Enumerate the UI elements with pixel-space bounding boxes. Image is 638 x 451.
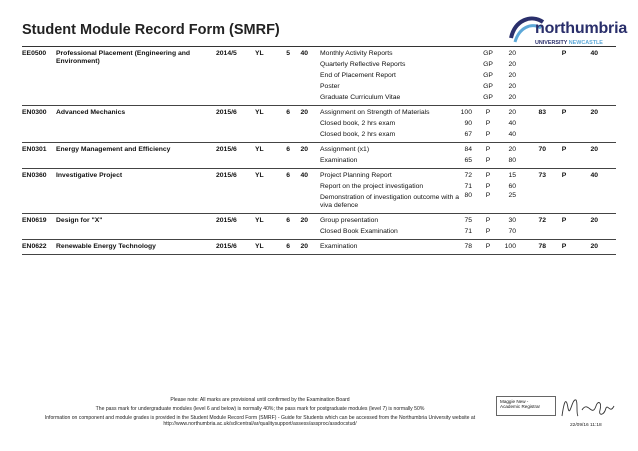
component-mark: 78 [464, 243, 472, 250]
page-title: Student Module Record Form (SMRF) [22, 22, 280, 38]
component-name: Examination [320, 243, 358, 250]
component-mark: 72 [464, 172, 472, 179]
component-grade: P [485, 146, 491, 153]
module-credits-achieved: 20 [590, 109, 598, 116]
component-weight: 70 [508, 228, 516, 235]
component-weight: 20 [508, 83, 516, 90]
module-code: EN0300 [22, 109, 47, 116]
component-weight: 20 [508, 50, 516, 57]
module-mark: 83 [538, 109, 546, 116]
module-credits-achieved: 20 [590, 217, 598, 224]
component-row [22, 59, 616, 70]
logo-wordmark: northumbria [535, 20, 628, 37]
component-grade: P [485, 109, 491, 116]
component-name: Report on the project investigation [320, 183, 424, 190]
component-row [22, 155, 616, 166]
module-row [22, 240, 616, 255]
module-name: Advanced Mechanics [56, 108, 126, 116]
component-name: Examination [320, 157, 358, 164]
module-credits: 20 [300, 243, 308, 250]
module-level-type: YL [255, 109, 264, 116]
component-mark: 65 [464, 157, 472, 164]
component-weight: 100 [504, 243, 516, 250]
component-mark: 75 [464, 217, 472, 224]
component-name: Monthly Activity Reports [320, 50, 393, 57]
component-name: End of Placement Report [320, 72, 396, 79]
module-credits-achieved: 40 [590, 50, 598, 57]
module-level: 6 [286, 146, 290, 153]
module-code: EN0301 [22, 146, 47, 153]
footer-info-line1: Information on component and module grades is provided in the Student Module Record Form (SMRF) - Guide for Students which can be accessed from the Northumbria University website at [44, 415, 476, 421]
component-row [22, 181, 616, 192]
module-grade: P [561, 50, 567, 57]
component-row [22, 226, 616, 237]
module-table [22, 46, 616, 255]
signatory-name: Maggie New - [500, 399, 529, 404]
module-year: 2015/6 [216, 217, 237, 224]
component-name: Project Planning Report [320, 172, 392, 179]
module-code: EN0622 [22, 243, 47, 250]
module-credits: 20 [300, 109, 308, 116]
component-grade: P [485, 172, 491, 179]
module-mark: 72 [538, 217, 546, 224]
component-weight: 30 [508, 217, 516, 224]
component-grade: P [485, 157, 491, 164]
module-code: EE0500 [22, 50, 47, 57]
signatory-role: Academic Registrar [500, 404, 541, 410]
component-mark: 80 [464, 192, 472, 199]
module-grade: P [561, 243, 567, 250]
component-grade: P [485, 131, 491, 138]
module-credits: 20 [300, 217, 308, 224]
component-name: Group presentation [320, 217, 379, 224]
component-grade: P [485, 217, 491, 224]
component-name: Assignment on Strength of Materials [320, 109, 430, 116]
component-name: Assignment (x1) [320, 146, 370, 153]
component-weight: 60 [508, 183, 516, 190]
component-mark: 84 [464, 146, 472, 153]
component-weight: 20 [508, 146, 516, 153]
module-name: Renewable Energy Technology [56, 242, 156, 250]
module-level-type: YL [255, 217, 264, 224]
module-mark: 70 [538, 146, 546, 153]
component-weight: 80 [508, 157, 516, 164]
component-name: Closed book, 2 hrs exam [320, 131, 396, 138]
module-grade: P [561, 146, 567, 153]
module-year: 2015/6 [216, 109, 237, 116]
module-code: EN0360 [22, 172, 47, 179]
component-name: Closed Book Examination [320, 228, 398, 235]
footer-info-line2: http://www.northumbria.ac.uk/sd/central/ar/qualitysupport/assess/assproc/assdocstud/ [163, 421, 357, 427]
component-grade: P [485, 183, 491, 190]
component-row [22, 92, 616, 103]
module-year: 2015/6 [216, 172, 237, 179]
component-mark: 71 [464, 228, 472, 235]
component-name: Graduate Curriculum Vitae [320, 94, 401, 101]
module-credits: 40 [300, 50, 308, 57]
handwritten-signature [558, 392, 618, 422]
module-year: 2015/6 [216, 243, 237, 250]
logo-subtitle: UNIVERSITY NEWCASTLE [535, 40, 603, 46]
footer-pass-mark: The pass mark for undergraduate modules (level 6 and below) is normally 40%; the pass mark for postgraduate modules (level 7) is normally 50% [95, 406, 425, 412]
component-row [22, 107, 616, 118]
module-row [22, 106, 616, 143]
component-grade: P [485, 120, 491, 127]
module-credits: 40 [300, 172, 308, 179]
component-grade: P [485, 243, 491, 250]
print-timestamp: 22/09/16 11:18 [570, 423, 602, 428]
module-row [22, 214, 616, 240]
component-grade: GP [483, 50, 493, 57]
module-name: Energy Management and Efficiency [56, 145, 171, 153]
component-row [22, 81, 616, 92]
module-level-type: YL [255, 146, 264, 153]
component-mark: 100 [460, 109, 472, 116]
component-grade: GP [483, 83, 493, 90]
module-level-type: YL [255, 50, 264, 57]
module-row [22, 143, 616, 169]
component-weight: 40 [508, 131, 516, 138]
component-mark: 71 [464, 183, 472, 190]
component-row [22, 70, 616, 81]
component-name: Closed book, 2 hrs exam [320, 120, 396, 127]
module-code: EN0619 [22, 217, 47, 224]
module-level: 6 [286, 172, 290, 179]
component-name: Demonstration of investigation outcome with a viva defence [320, 193, 460, 209]
component-grade: P [485, 192, 491, 199]
component-weight: 40 [508, 120, 516, 127]
module-level-type: YL [255, 172, 264, 179]
module-credits-achieved: 20 [590, 243, 598, 250]
footer-note: Please note: All marks are provisional until confirmed by the Examination Board [170, 397, 350, 403]
module-year: 2014/5 [216, 50, 237, 57]
module-grade: P [561, 109, 567, 116]
module-mark: 78 [538, 243, 546, 250]
component-row [22, 215, 616, 226]
module-name: Design for "X" [56, 216, 103, 224]
module-level: 6 [286, 109, 290, 116]
module-level-type: YL [255, 243, 264, 250]
component-weight: 20 [508, 61, 516, 68]
component-grade: P [485, 228, 491, 235]
module-credits-achieved: 20 [590, 146, 598, 153]
module-credits: 20 [300, 146, 308, 153]
component-grade: GP [483, 94, 493, 101]
module-level: 6 [286, 243, 290, 250]
component-weight: 15 [508, 172, 516, 179]
module-credits-achieved: 40 [590, 172, 598, 179]
component-row [22, 118, 616, 129]
component-row [22, 129, 616, 140]
component-weight: 20 [508, 94, 516, 101]
signatory-box [496, 396, 556, 416]
component-name: Poster [320, 83, 340, 90]
component-mark: 90 [464, 120, 472, 127]
module-mark: 73 [538, 172, 546, 179]
module-grade: P [561, 172, 567, 179]
module-level: 6 [286, 217, 290, 224]
component-weight: 20 [508, 109, 516, 116]
component-row [22, 170, 616, 181]
university-logo [505, 10, 627, 50]
module-name: Professional Placement (Engineering and Environment) [56, 49, 191, 65]
module-level: 5 [286, 50, 290, 57]
module-row [22, 47, 616, 106]
module-year: 2015/6 [216, 146, 237, 153]
module-grade: P [561, 217, 567, 224]
component-row [22, 241, 616, 252]
component-row [22, 144, 616, 155]
component-name: Quarterly Reflective Reports [320, 61, 406, 68]
module-name: Investigative Project [56, 171, 123, 179]
component-grade: GP [483, 72, 493, 79]
component-mark: 67 [464, 131, 472, 138]
module-row [22, 169, 616, 214]
component-weight: 25 [508, 192, 516, 199]
component-grade: GP [483, 61, 493, 68]
component-weight: 20 [508, 72, 516, 79]
component-row [22, 192, 616, 211]
